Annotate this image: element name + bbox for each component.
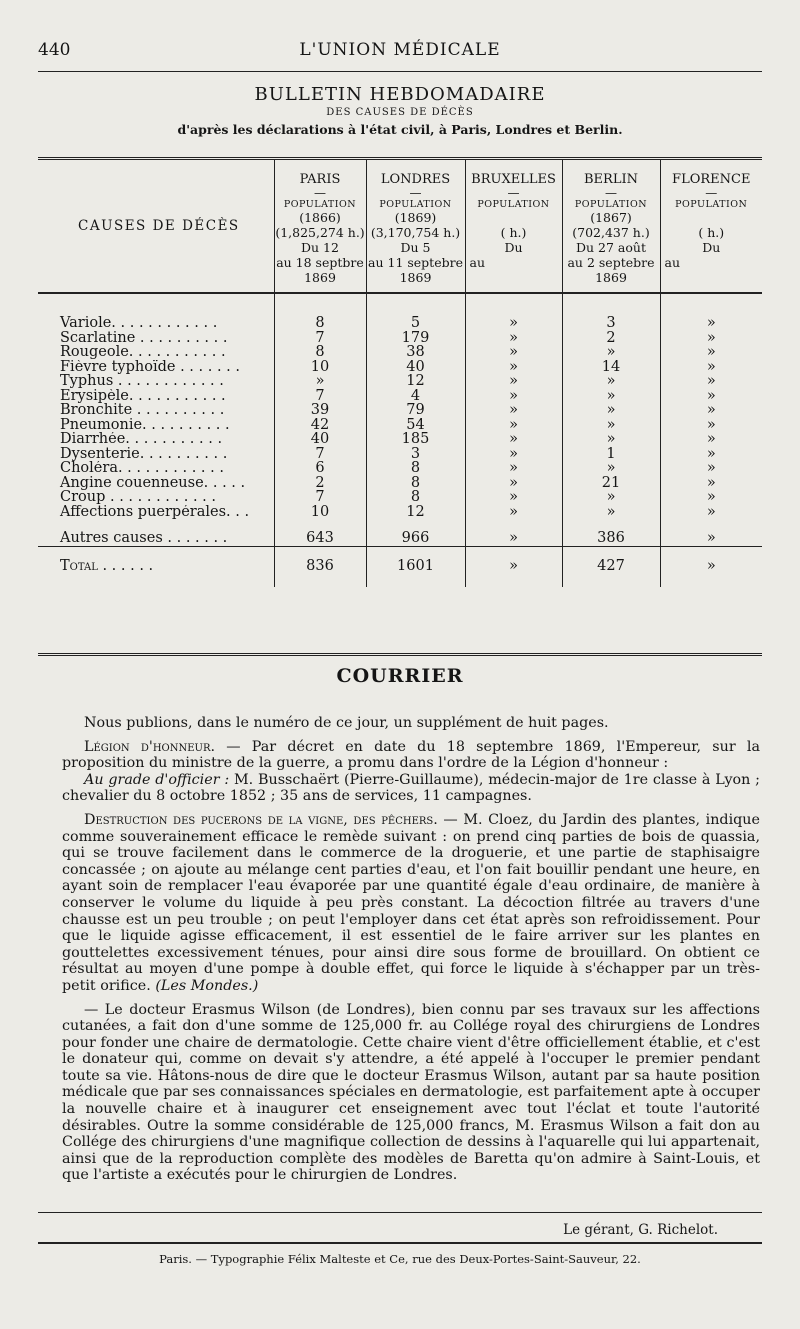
cell-florence: » <box>660 490 762 505</box>
bulletin-title: BULLETIN HEBDOMADAIRE <box>254 84 546 105</box>
cell-berlin: » <box>562 505 660 520</box>
table-row <box>38 403 762 418</box>
mortality-table <box>38 157 762 587</box>
header-separator <box>38 293 762 316</box>
cell-londres: 8 <box>366 476 465 491</box>
cell-berlin: 14 <box>562 360 660 375</box>
cell-bruxelles: » <box>465 432 562 447</box>
table-end <box>38 573 762 587</box>
table-body <box>38 293 762 587</box>
cell-paris: 6 <box>274 461 366 476</box>
cell-londres: 8 <box>366 490 465 505</box>
table-row <box>38 360 762 375</box>
table-row <box>38 505 762 520</box>
cell-bruxelles: » <box>465 519 562 546</box>
cell-paris: 42 <box>274 418 366 433</box>
cause-label: Angine couenneuse. . . . . <box>60 475 246 490</box>
cell-bruxelles: » <box>465 403 562 418</box>
paragraph-officier: Au grade d'officier : M. Busschaërt (Pierre-Guillaume), médecin-major de 1re classe à Lyon ; chevalier du 8 octobre 1852 ; 35 ans de services, 11 campagnes. <box>62 771 760 805</box>
courrier-heading <box>38 665 762 687</box>
column-header-bruxelles: BRUXELLES — POPULATION ( h.) Du au <box>465 159 562 294</box>
courrier-title: COURRIER <box>336 665 464 687</box>
cell-paris: » <box>274 374 366 389</box>
cell-florence: » <box>660 555 762 574</box>
cell-londres: 12 <box>366 505 465 520</box>
cell-florence: » <box>660 432 762 447</box>
cell-florence: » <box>660 316 762 331</box>
cell-berlin: 1 <box>562 447 660 462</box>
table-row <box>38 316 762 331</box>
cell-bruxelles: » <box>465 461 562 476</box>
cell-londres: 40 <box>366 360 465 375</box>
table-row <box>38 418 762 433</box>
cell-berlin: » <box>562 461 660 476</box>
cell-londres: 79 <box>366 403 465 418</box>
cause-label: Choléra. . . . . . . . . . . . <box>60 461 224 476</box>
officier-lead: Au grade d'officier : <box>84 771 230 788</box>
cell-paris: 10 <box>274 360 366 375</box>
cause-label: Autres causes . . . . . . . <box>60 530 228 546</box>
cell-berlin: 386 <box>562 519 660 546</box>
table-row <box>38 345 762 360</box>
cell-bruxelles: » <box>465 316 562 331</box>
cell-londres: 4 <box>366 389 465 404</box>
cause-label: Bronchite . . . . . . . . . . <box>60 403 225 418</box>
cell-bruxelles: » <box>465 476 562 491</box>
cell-berlin: » <box>562 432 660 447</box>
cause-label: Rougeole. . . . . . . . . . . <box>60 345 226 360</box>
running-header <box>38 40 762 70</box>
table-row <box>38 331 762 346</box>
cause-label: Erysipèle. . . . . . . . . . . <box>60 388 226 403</box>
cause-label: Croup . . . . . . . . . . . . <box>60 490 216 505</box>
cell-bruxelles: » <box>465 360 562 375</box>
paragraph-erasmus-wilson: — Le docteur Erasmus Wilson (de Londres), bien connu par ses travaux sur les affections cutanées, a fait don d'une somme de 125,000 fr. au Collége royal des chirurgiens de Londres pour fonder une chaire de dermatologie. Cette chaire vient d'être officiellement établie, et c'est le donateur qui, comme on devait s'y attendre, a été appelé à l'occuper le premier pendant toute sa vie. Hâtons-nous de dire que le docteur Erasmus Wilson, autant par sa haute position médicale que par ses connaissances spéciales en dermatologie, est parfaitement apte à occuper la nouvelle chaire et à inaugurer cet enseignement avec tout l'éclat et toute l'autorité désirables. Outre la somme considérable de 125,000 francs, M. Erasmus Wilson a fait don au Collége des chirurgiens d'une magnifique collection de dessins à l'aquarelle qui lui appartenait, ainsi que de la reproduction complète des modèles de Baretta qu'on admire à Saint-Louis, et que l'artiste a exécutés pour le chirurgien de Londres. <box>62 1001 760 1184</box>
cell-bruxelles: » <box>465 331 562 346</box>
cell-florence: » <box>660 374 762 389</box>
column-header-berlin: BERLIN — POPULATION (1867) (702,437 h.) Du 27 août au 2 septebre 1869 <box>562 159 660 294</box>
cell-londres: 185 <box>366 432 465 447</box>
cell-londres: 5 <box>366 316 465 331</box>
cell-bruxelles: » <box>465 447 562 462</box>
cell-berlin: » <box>562 418 660 433</box>
cell-bruxelles: » <box>465 555 562 574</box>
cell-berlin: 3 <box>562 316 660 331</box>
cell-paris: 7 <box>274 389 366 404</box>
cell-florence: » <box>660 331 762 346</box>
cell-paris: 643 <box>274 519 366 546</box>
journal-title: L'UNION MÉDICALE <box>299 40 501 60</box>
cell-londres: 54 <box>366 418 465 433</box>
cell-paris: 2 <box>274 476 366 491</box>
cause-label: Dysenterie. . . . . . . . . . <box>60 446 228 461</box>
cell-londres: 3 <box>366 447 465 462</box>
cell-florence: » <box>660 476 762 491</box>
section-rule <box>38 653 762 656</box>
cell-florence: » <box>660 345 762 360</box>
cell-berlin: » <box>562 374 660 389</box>
cause-label: Pneumonie. . . . . . . . . . <box>60 417 230 432</box>
cell-paris: 10 <box>274 505 366 520</box>
cell-berlin: 2 <box>562 331 660 346</box>
cell-paris: 836 <box>274 555 366 574</box>
bulletin-heading <box>38 84 762 137</box>
header-rule <box>38 71 762 72</box>
column-header-londres: LONDRES — POPULATION (1869) (3,170,754 h.) Du 5 au 11 septebre 1869 <box>366 159 465 294</box>
cell-bruxelles: » <box>465 374 562 389</box>
cell-berlin: 21 <box>562 476 660 491</box>
table-row <box>38 490 762 505</box>
table-row <box>38 374 762 389</box>
courrier-text <box>62 715 760 1184</box>
table-row <box>38 476 762 491</box>
cell-florence: » <box>660 389 762 404</box>
bulletin-subtitle-2: d'après les déclarations à l'état civil, à Paris, Londres et Berlin. <box>177 122 623 137</box>
cell-londres: 8 <box>366 461 465 476</box>
page-number: 440 <box>38 40 71 60</box>
paragraph-legion-honneur: Légion d'honneur. — Par décret en date du 18 septembre 1869, l'Empereur, sur la proposition du ministre de la guerre, a promu dans l'ordre de la Légion d'honneur : <box>62 738 760 772</box>
cell-paris: 7 <box>274 331 366 346</box>
cell-paris: 7 <box>274 490 366 505</box>
cell-londres: 38 <box>366 345 465 360</box>
cell-paris: 39 <box>274 403 366 418</box>
total-separator <box>38 546 762 555</box>
cell-bruxelles: » <box>465 389 562 404</box>
table-row <box>38 389 762 404</box>
table-row-other <box>38 519 762 546</box>
cell-paris: 8 <box>274 345 366 360</box>
cause-label: Variole. . . . . . . . . . . . <box>60 316 218 331</box>
cell-florence: » <box>660 403 762 418</box>
cell-bruxelles: » <box>465 345 562 360</box>
cell-berlin: » <box>562 490 660 505</box>
cell-paris: 40 <box>274 432 366 447</box>
paragraph-pucerons: Destruction des pucerons de la vigne, des pêchers. — M. Cloez, du Jardin des plantes, indique comme souverainement efficace le remède suivant : on prend cinq parties de bois de quassia, qui se trouve facilement dans le commerce de la droguerie, et une partie de staphisaigre concassée ; on ajoute au mélange cent parties d'eau, et l'on fait bouillir pendant une heure, en ayant soin de remplacer l'eau évaporée par une quantité égale d'eau ordinaire, de manière à conserver le volume du liquide à peu près constant. La décoction filtrée au travers d'une chausse est un peu trouble ; on peut l'employer dans cet état après son refroidissement. Pour que le liquide agisse efficacement, il est essentiel de le faire arriver sur les plantes en gouttelettes excessivement ténues, pour ainsi dire sous forme de brouillard. On obtient ce résultat au moyen d'une pompe à double effet, qui force le liquide à s'échapper par un très-petit orifice. (Les Mondes.) <box>62 811 760 994</box>
table-row <box>38 447 762 462</box>
cause-label: Typhus . . . . . . . . . . . . <box>60 374 224 389</box>
cell-berlin: » <box>562 389 660 404</box>
gerant-signature: Le gérant, G. Richelot. <box>563 1222 718 1238</box>
cell-londres: 1601 <box>366 555 465 574</box>
cell-paris: 8 <box>274 316 366 331</box>
cell-florence: » <box>660 461 762 476</box>
column-header-florence: FLORENCE — POPULATION ( h.) Du au <box>660 159 762 294</box>
cause-label: Affections puerpérales. . . <box>60 504 250 519</box>
cause-label: Fièvre typhoïde . . . . . . . <box>60 359 240 374</box>
printer-imprint: Paris. — Typographie Félix Malteste et Ce, rue des Deux-Portes-Saint-Sauveur, 22. <box>159 1252 641 1266</box>
paragraph-supplement: Nous publions, dans le numéro de ce jour, un supplément de huit pages. <box>84 715 609 731</box>
cell-bruxelles: » <box>465 490 562 505</box>
cause-label: Scarlatine . . . . . . . . . . <box>60 330 228 345</box>
cell-londres: 179 <box>366 331 465 346</box>
cell-florence: » <box>660 447 762 462</box>
cell-londres: 12 <box>366 374 465 389</box>
footer-rule <box>38 1242 762 1244</box>
table-row-total <box>38 555 762 574</box>
cell-londres: 966 <box>366 519 465 546</box>
source-les-mondes: (Les Mondes.) <box>155 977 259 994</box>
cell-bruxelles: » <box>465 505 562 520</box>
cell-paris: 7 <box>274 447 366 462</box>
cause-label: Diarrhée. . . . . . . . . . . <box>60 432 223 447</box>
cell-berlin: » <box>562 403 660 418</box>
cell-berlin: » <box>562 345 660 360</box>
cell-florence: » <box>660 360 762 375</box>
cell-florence: » <box>660 505 762 520</box>
cell-florence: » <box>660 418 762 433</box>
cause-column-header: CAUSES DE DÉCÈS <box>38 159 274 294</box>
table-row <box>38 461 762 476</box>
bulletin-subtitle: DES CAUSES DE DÉCÈS <box>326 107 474 118</box>
pucerons-lead: Destruction des pucerons de la vigne, des pêchers. <box>84 811 438 828</box>
table-header-row <box>38 159 762 294</box>
table-row <box>38 432 762 447</box>
cell-bruxelles: » <box>465 418 562 433</box>
end-rule <box>38 1212 762 1213</box>
legion-honneur-lead: Légion d'honneur. <box>84 738 216 755</box>
cell-berlin: 427 <box>562 555 660 574</box>
cell-florence: » <box>660 519 762 546</box>
column-header-paris: PARIS — POPULATION (1866) (1,825,274 h.) Du 12 au 18 septbre 1869 <box>274 159 366 294</box>
cause-label: Total . . . . . . <box>60 557 154 573</box>
